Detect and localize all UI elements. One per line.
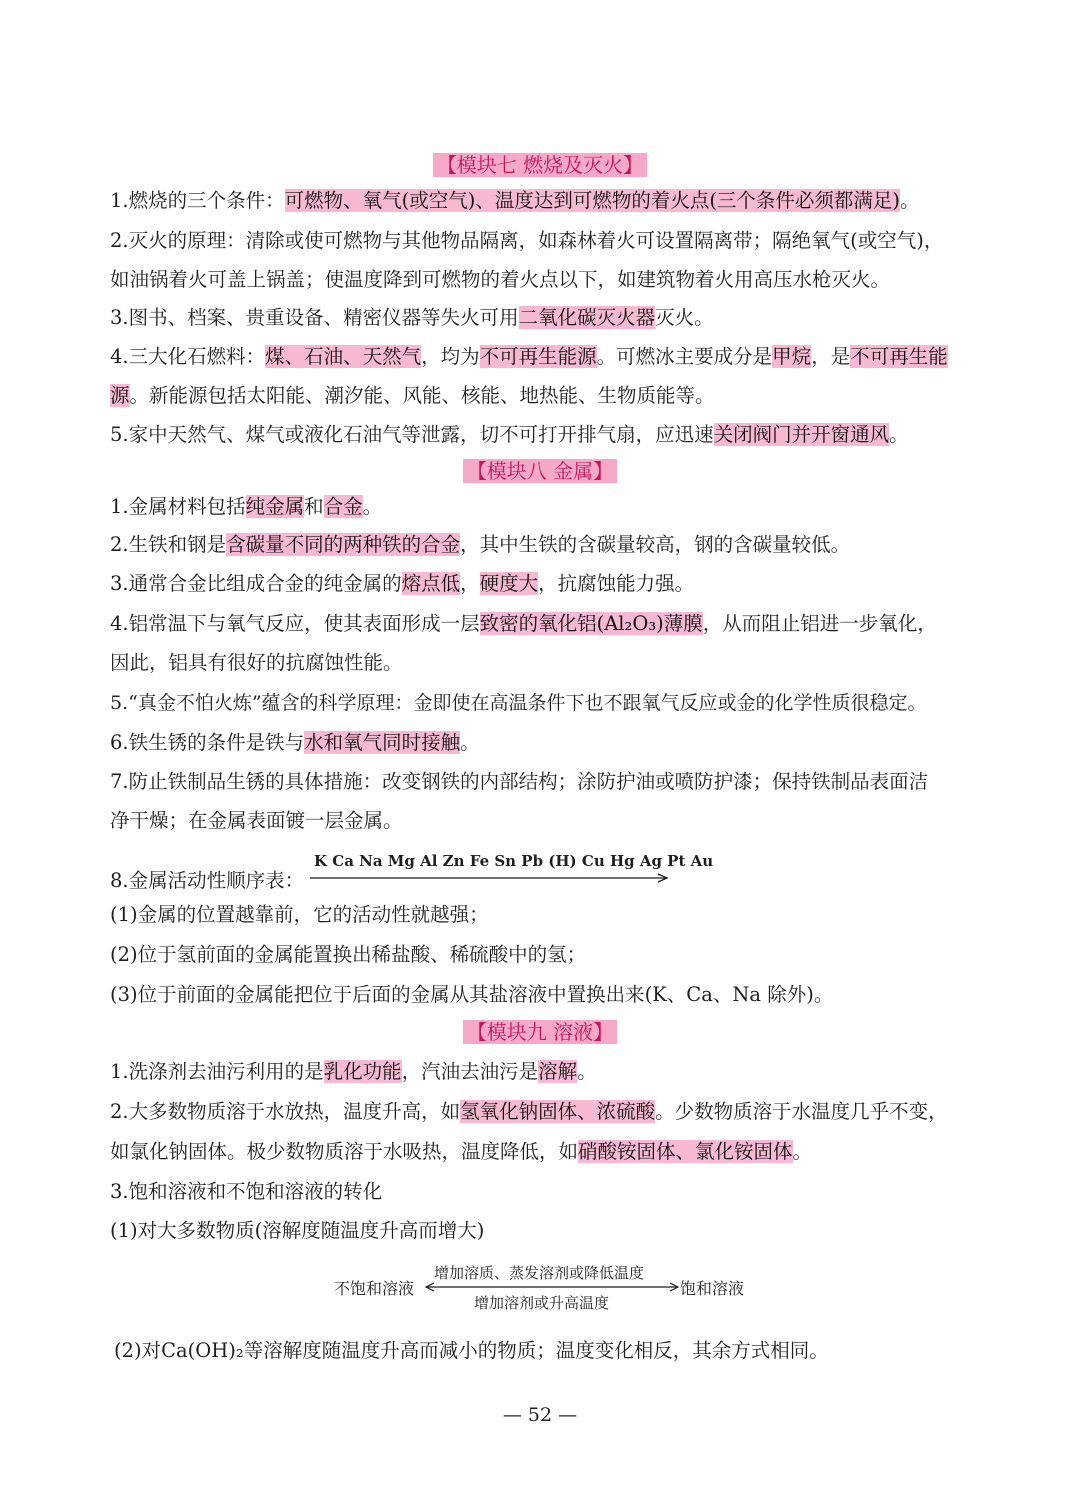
m9-line-3: 3.饱和溶液和不饱和溶液的转化 xyxy=(110,1180,383,1203)
conversion-forward-label: 增加溶质、蒸发溶剂或降低温度 xyxy=(434,1264,645,1282)
unsaturated-solution-label: 不饱和溶液 xyxy=(334,1279,415,1298)
m8-line-4a: 4.铝常温下与氧气反应，使其表面形成一层致密的氧化铝(Al₂O₃)薄膜，从而阻止铝进一步氧化， xyxy=(110,612,937,635)
m9-sub-2: (2)对Ca(OH)₂等溶解度随温度升高而减小的物质；温度变化相反，其余方式相同。 xyxy=(114,1339,829,1362)
m9-sub-1: (1)对大多数物质(溶解度随温度升高而增大) xyxy=(110,1219,485,1242)
m7-line-5: 5.家中天然气、煤气或液化石油气等泄露，切不可打开排气扇，应迅速关闭阀门并开窗通风。 xyxy=(110,423,909,446)
m8-line-6: 6.铁生锈的条件是铁与水和氧气同时接触。 xyxy=(110,731,480,754)
m7-line-4a: 4.三大化石燃料：煤、石油、天然气，均为不可再生能源。可燃冰主要成分是甲烷，是不可再生能 xyxy=(110,345,948,368)
m7-line-2b: 如油锅着火可盖上锅盖；使温度降到可燃物的着火点以下，如建筑物着火用高压水枪灭火。 xyxy=(110,268,891,291)
m8-line-7b: 净干燥；在金属表面镀一层金属。 xyxy=(110,809,403,832)
m8-line-5: 5.“真金不怕火炼”蕴含的科学原理：金即使在高温条件下也不跟氧气反应或金的化学性质很稳定。 xyxy=(110,692,927,714)
m8-sub-2: (2)位于氢前面的金属能置换出稀盐酸、稀硫酸中的氢； xyxy=(110,943,587,966)
saturation-conversion-diagram xyxy=(334,1262,754,1318)
module-8-heading: 【模块八 金属】 xyxy=(0,456,1080,486)
saturated-solution-label: 饱和溶液 xyxy=(680,1279,745,1298)
m8-sub-3: (3)位于前面的金属能把位于后面的金属从其盐溶液中置换出来(K、Ca、Na 除外)。 xyxy=(110,983,834,1006)
m8-line-2: 2.生铁和钢是含碳量不同的两种铁的合金，其中生铁的含碳量较高，钢的含碳量较低。 xyxy=(110,533,851,556)
activity-series-row xyxy=(110,852,714,896)
m9-line-2b: 如氯化钠固体。极少数物质溶于水吸热，温度降低，如硝酸铵固体、氯化铵固体。 xyxy=(110,1140,813,1163)
activity-series-metals: K Ca Na Mg Al Zn Fe Sn Pb (H) Cu Hg Ag Pt Au xyxy=(314,852,714,870)
module-7-heading: 【模块七 燃烧及灭火】 xyxy=(0,150,1080,180)
m8-line-7a: 7.防止铁制品生锈的具体措施：改变钢铁的内部结构；涂防护油或喷防护漆；保持铁制品表面洁 xyxy=(110,770,929,793)
m8-line-3: 3.通常合金比组成合金的纯金属的熔点低，硬度大，抗腐蚀能力强。 xyxy=(110,572,695,595)
m7-line-1: 1.燃烧的三个条件：可燃物、氧气(或空气)、温度达到可燃物的着火点(三个条件必须都满足)。 xyxy=(110,189,920,212)
m8-line-1: 1.金属材料包括纯金属和合金。 xyxy=(110,495,383,518)
m7-line-3: 3.图书、档案、贵重设备、精密仪器等失火可用二氧化碳灭火器灭火。 xyxy=(110,306,714,329)
m7-line-4b: 源。新能源包括太阳能、潮汐能、风能、核能、地热能、生物质能等。 xyxy=(110,384,715,407)
m8-line-4b: 因此，铝具有很好的抗腐蚀性能。 xyxy=(110,651,403,674)
module-9-heading: 【模块九 溶液】 xyxy=(0,1017,1080,1047)
m9-line-2a: 2.大多数物质溶于水放热，温度升高，如氢氧化钠固体、浓硫酸。少数物质溶于水温度几乎不变， xyxy=(110,1100,948,1123)
m7-line-2a: 2.灭火的原理：清除或使可燃物与其他物品隔离，如森林着火可设置隔离带；隔绝氧气(或空气)， xyxy=(110,229,944,252)
m9-line-1: 1.洗涤剂去油污利用的是乳化功能，汽油去油污是溶解。 xyxy=(110,1060,597,1083)
page-number: — 52 — xyxy=(502,1404,578,1426)
right-arrow-icon xyxy=(310,872,672,884)
activity-series-label: 8.金属活动性顺序表： xyxy=(110,869,305,892)
m8-sub-1: (1)金属的位置越靠前，它的活动性就越强； xyxy=(110,903,489,926)
conversion-reverse-label: 增加溶剂或升高温度 xyxy=(474,1294,610,1312)
